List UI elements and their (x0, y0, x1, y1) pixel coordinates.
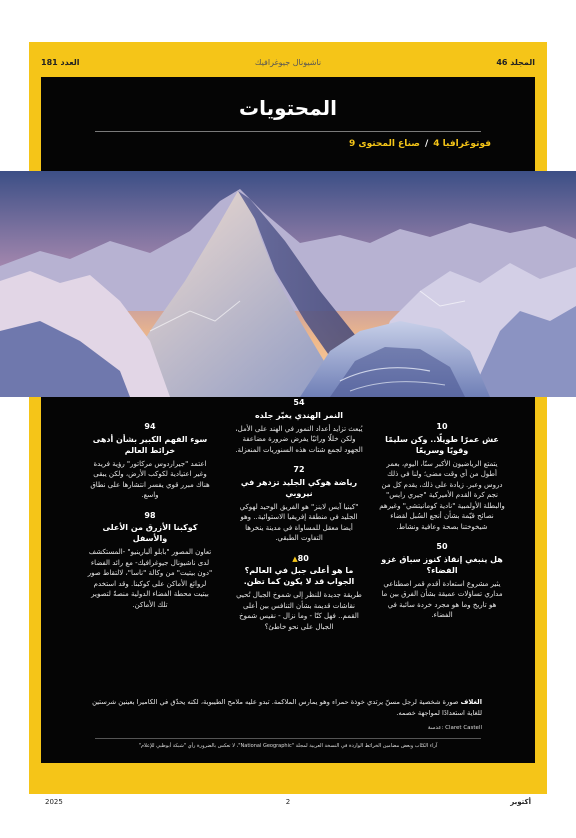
story-item[interactable] (86, 422, 214, 501)
story-page-number: 94 (144, 422, 156, 431)
credit-name: Claret Castell (445, 725, 482, 731)
cover-mountain-photo (0, 171, 576, 397)
photo-credit (428, 725, 482, 731)
contents-header-panel (41, 77, 535, 171)
story-item[interactable] (235, 465, 363, 544)
magazine-name: ناشيونال جيوغرافيك (254, 58, 322, 67)
section-link-photography[interactable]: فوتوغرافيا 4 (433, 139, 491, 149)
caption-label: الغلاف (460, 698, 482, 706)
section-link-creators[interactable]: صناع المحتوى 9 (348, 139, 420, 149)
story-summary: "كينيا آيس لاينز" هو الفريق الوحيد لهوكي الجليد في منطقة إفريقيا الاستوائية.. وهو أيضا معقل للمساواة في مدينة ينخرها التفاوت الطبقي. (239, 502, 359, 542)
story-summary: يثير مشروع استعادة أقدم قمر اصطناعي مداري تساؤلات عميقة بشأن الفرق بين ما هو تاريخ وما هو مجرد خردة سائبة في الفضاء. (381, 579, 503, 619)
story-summary: اعتمد "جيراردوس مركاتور" رؤية فريدة وغير اعتيادية لكوكب الأرض، ولكن يبقى هناك مبرر قوي يفسر انتشارها على نطاق واسع. (90, 459, 210, 499)
story-title: هل ينبغي إنقاذ كنوز سباق غزو الفضاء؟ (381, 554, 503, 575)
stories-column-right (378, 422, 506, 631)
story-item[interactable] (86, 511, 214, 611)
story-page-number: 54 (293, 398, 305, 407)
story-title: كوكبنا الأزرق من الأعلى والأسفل (102, 523, 198, 543)
story-title: عش عمرًا طويلًا.. وكن سليمًا وقويًا وسريعًا (385, 434, 499, 455)
stories-column-left (86, 422, 214, 620)
caption-text: صورة شخصية لرجل مسنّ يرتدي خوذة حمراء وهو يمارس الملاكمة. تبدو عليه ملامح الطيبوبة، لكنه يحدّق في الكاميرا بعينين شرستين للغاية استعدادًا لمواجهة خصمه. (92, 698, 482, 717)
story-summary: يُبعث تزايد أعداد النمور في الهند على الأمل، ولكن خللًا وراثيًا يفرض ضرورة مضاعفة الجهود لجمع شتات هذه السنوريات المنعزلة. (235, 424, 363, 454)
story-title: ما هو أعلى جبل في العالم؟ الجواب قد لا يكون كما تظن. (243, 566, 355, 586)
cover-story-triangle-icon: ▲ (292, 554, 298, 563)
story-page-number: 72 (293, 465, 305, 474)
credit-label: عدسة: (427, 725, 444, 731)
story-item[interactable] (378, 422, 506, 532)
story-summary: طريقة جديدة للنظر إلى شموخ الجبال تُحيي نقاشات قديمة بشأن التنافس بين أعلى القمم.. فهل كنّا - وما نزال - نقيس شموخ الجبال على نحو خاطئ؟ (236, 591, 362, 631)
mountain-landscape-image (0, 171, 576, 397)
section-links (349, 139, 491, 149)
volume-number: المجلد 46 (496, 58, 535, 67)
story-page-number: 80▲ (292, 553, 309, 563)
caption-divider (95, 738, 481, 739)
story-title: سوء الفهم الكبير بشأن أدهى خرائط العالم (92, 434, 208, 455)
issue-number: العدد 181 (41, 58, 80, 67)
footer-year: 2025 (45, 798, 63, 806)
story-summary: يتمتع الرياضيون الأكبر سنًا، اليوم، بعمر أطول من أي وقت مضى؛ ولنا في ذلك دروس وعبر. زيادة على ذلك، يقدم كل من نجم كرة القدم الأميركية "جيري رايس" والبطلة الأولمبية "نادية كومانيتشي" وغيرهم نصائح قيّمة بشأن أنجع السُبل لقضاء شيخوختنا بصحة وعافية ونشاط. (379, 459, 505, 531)
story-item[interactable] (235, 398, 363, 455)
story-summary: تعاون المصور "بابلو ألبارينيو" -المستكشف لدى ناشيونال جيوغرافيك- مع رائد الفضاء "دون بيتيت" من وكالة "ناسا"، لالتقاط صور لروائع الأماكن على كوكبنا. وقد استخدم بيتيت محطة الفضاء الدولية منصةً لتصوير تلك الأماكن. (87, 548, 213, 609)
story-title: النمر الهندي يغيّر جلده (254, 410, 344, 420)
story-item[interactable] (378, 542, 506, 621)
footer-page-number: 2 (285, 798, 291, 806)
page-title: المحتويات (238, 96, 337, 120)
story-page-number: 50 (436, 542, 448, 551)
separator: / (424, 139, 429, 149)
story-item[interactable] (235, 554, 363, 633)
story-page-number: 98 (144, 510, 156, 520)
title-divider (95, 131, 481, 132)
story-page-number: 10 (436, 422, 448, 431)
footer-month: أكتوبر (510, 798, 531, 806)
stories-column-middle (235, 398, 363, 642)
disclaimer-text: آراء الكتّاب وبعض مضامين الخرائط الواردة في النسخة العربية لمجلة "National Geographic"، لا تعكس بالضرورة رأي "شبكة أبوظبي للإعلام" (138, 743, 438, 749)
cover-caption (82, 697, 482, 719)
story-title: رياضة هوكي الجليد تزدهر في نيروبي (240, 477, 358, 498)
